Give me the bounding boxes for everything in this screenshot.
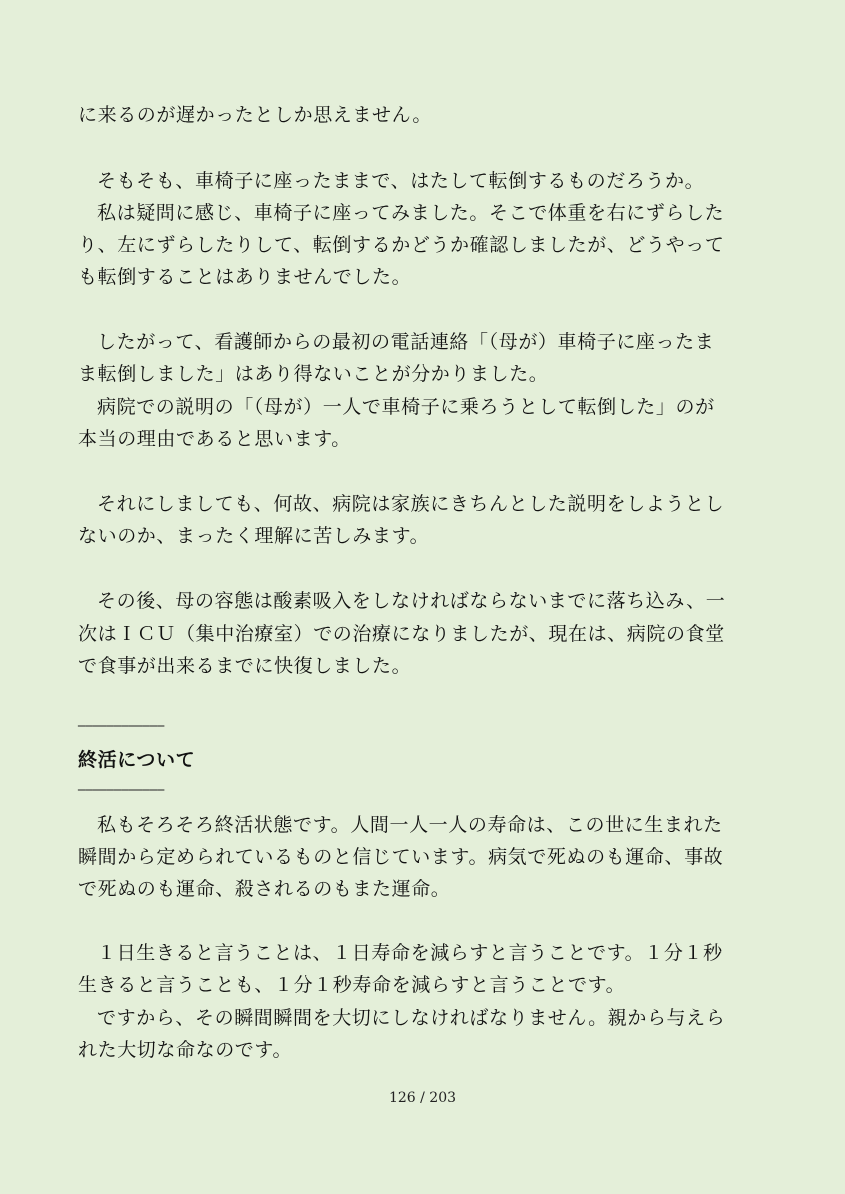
section-rule-top: ____________ <box>78 711 165 727</box>
text-line: で死ぬのも運命、殺されるのもまた運命。 <box>78 878 451 900</box>
text-line: ですから、その瞬間瞬間を大切にしなければなりません。親から与えら <box>97 1007 726 1029</box>
text-line: で食事が出来るまでに快復しました。 <box>78 655 412 677</box>
text-line: 私もそろそろ終活状態です。人間一人一人の寿命は、この世に生まれた <box>97 814 723 836</box>
text-line: したがって、看護師からの最初の電話連絡「（母が）車椅子に座ったま <box>97 331 715 353</box>
text-line: 私は疑問に感じ、車椅子に座ってみました。そこで体重を右にずらした <box>97 202 725 224</box>
text-line: も転倒することはありませんでした。 <box>78 266 412 288</box>
text-line: 次はＩＣＵ（集中治療室）での治療になりましたが、現在は、病院の食堂 <box>78 623 725 645</box>
page-number: 126 / 203 <box>388 1090 457 1106</box>
text-line: １日生きると言うことは、１日寿命を減らすと言うことです。１分１秒 <box>97 942 723 964</box>
text-line: それにしましても、何故、病院は家族にきちんとした説明をしようとし <box>97 493 725 515</box>
text-line: ないのか、まったく理解に苦しみます。 <box>78 525 430 547</box>
text-line: そもそも、車椅子に座ったままで、はたして転倒するものだろうか。 <box>97 170 705 192</box>
text-line: 本当の理由であると思います。 <box>78 428 351 450</box>
text-line: れた大切な命なのです。 <box>78 1039 293 1061</box>
text-line: り、左にずらしたりして、転倒するかどうか確認しましたが、どうやって <box>78 234 725 256</box>
section-heading: 終活について <box>78 749 196 771</box>
text-line: 病院での説明の「（母が）一人で車椅子に乗ろうとして転倒した」のが <box>97 396 715 418</box>
text-line: その後、母の容態は酸素吸入をしなければならないまでに落ち込み、一 <box>97 590 726 612</box>
text-line: に来るのが遅かったとしか思えません。 <box>78 104 432 126</box>
text-line: 瞬間から定められているものと信じています。病気で死ぬのも運命、事故 <box>78 846 724 868</box>
text-line: 生きると言うことも、１分１秒寿命を減らすと言うことです。 <box>78 974 626 996</box>
section-rule-bottom: ____________ <box>78 775 165 791</box>
text-line: ま転倒しました」はあり得ないことが分かりました。 <box>78 363 549 385</box>
